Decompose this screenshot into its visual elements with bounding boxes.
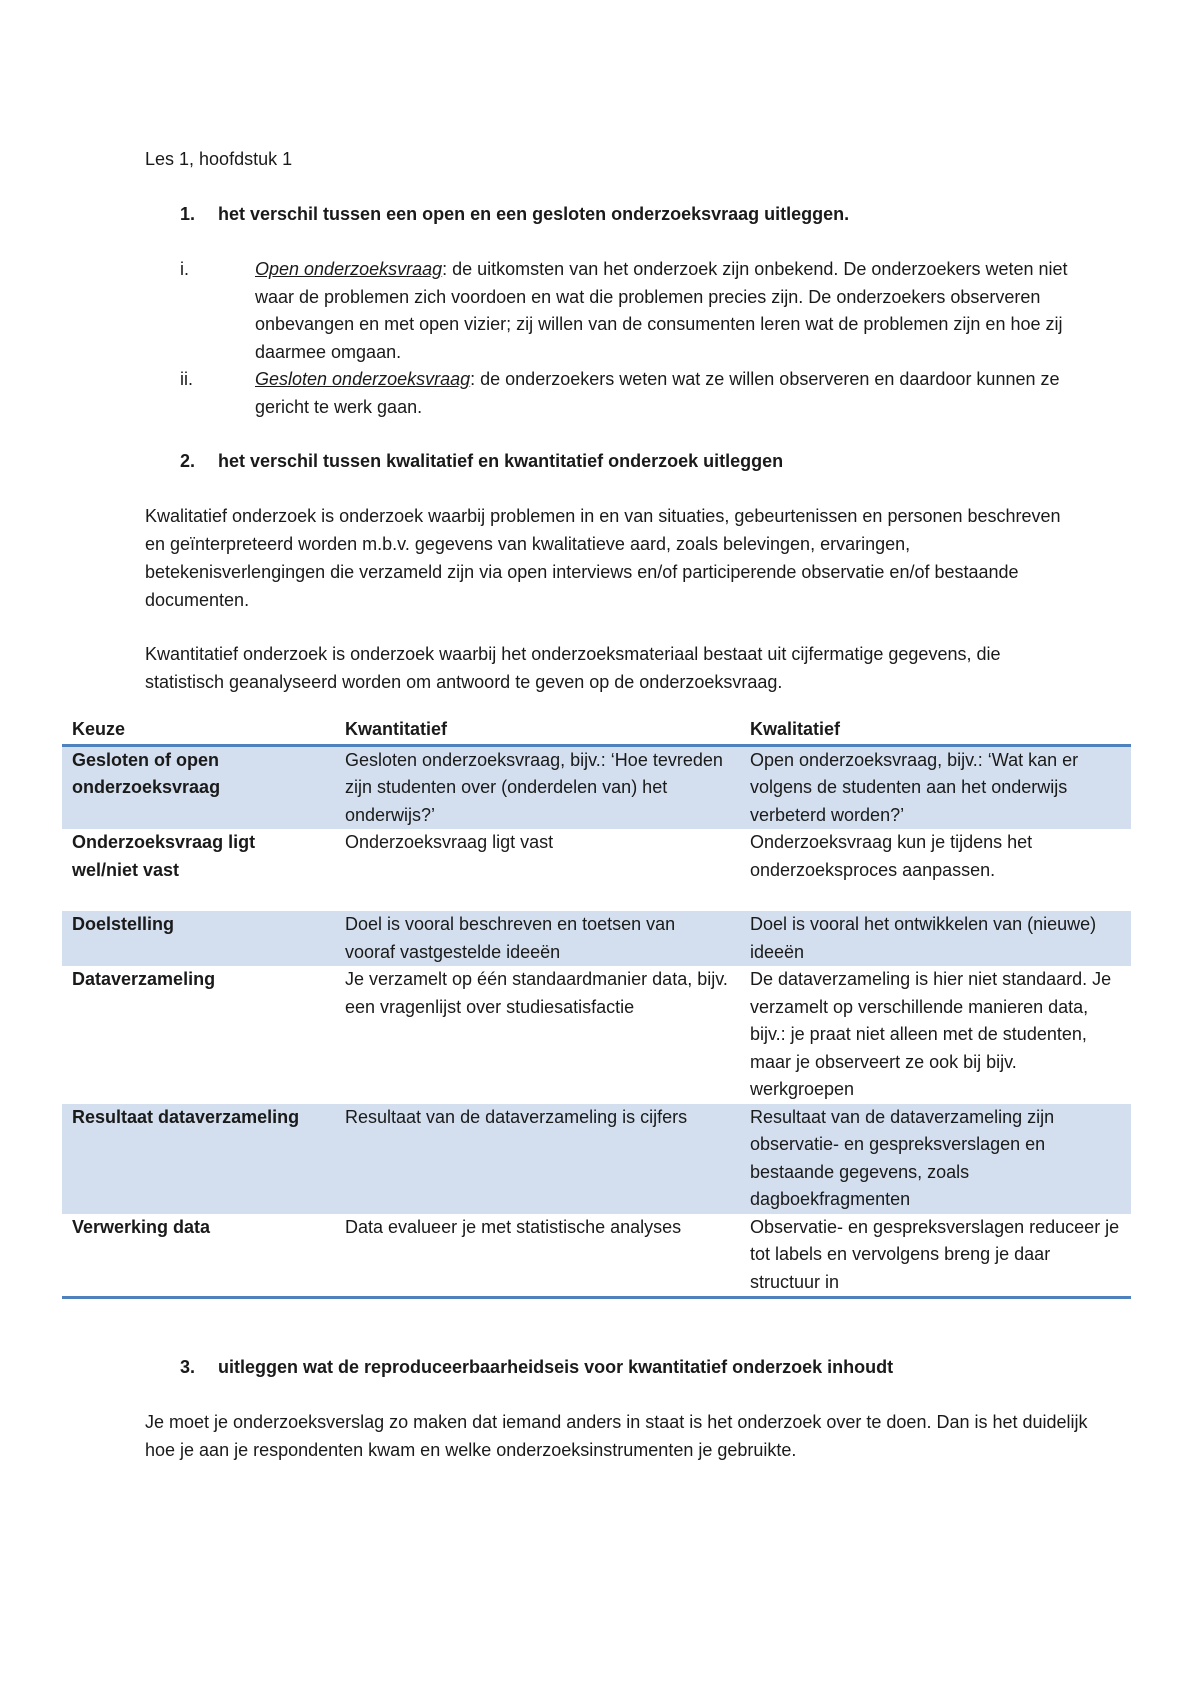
- table-cell: Data evalueer je met statistische analyses: [335, 1214, 740, 1298]
- table-cell: Gesloten onderzoeksvraag, bijv.: ‘Hoe tevreden zijn studenten over (onderdelen van) het onderwijs?’: [335, 745, 740, 829]
- list-item: [180, 366, 1080, 421]
- list-item: [180, 256, 1080, 366]
- question-2: [180, 447, 1110, 475]
- page-title: Les 1, hoofdstuk 1: [145, 149, 293, 169]
- term: Gesloten onderzoeksvraag: [255, 369, 471, 389]
- term: Open onderzoeksvraag: [255, 259, 443, 279]
- question-number: 1.: [180, 204, 196, 224]
- table-row: [62, 1214, 1131, 1298]
- table-cell: Resultaat van de dataverzameling zijn observatie- en gespreksverslagen en bestaande gegevens, zoals dagboekfragmenten: [740, 1104, 1131, 1214]
- table-row: [62, 1104, 1131, 1214]
- table-cell: Je verzamelt op één standaardmanier data, bijv. een vragenlijst over studiesatisfactie: [345, 969, 728, 1017]
- table-cell: Dataverzameling: [72, 969, 216, 989]
- table-cell: Onderzoeksvraag ligt wel/niet vast: [72, 832, 256, 880]
- table-cell: Doel is vooral beschreven en toetsen van vooraf vastgestelde ideeën: [335, 911, 740, 966]
- table-cell: Onderzoeksvraag kun je tijdens het onderzoeksproces aanpassen.: [750, 832, 1033, 880]
- question-text: uitleggen wat de reproduceerbaarheidseis voor kwantitatief onderzoek inhoudt: [218, 1357, 894, 1377]
- question-text: het verschil tussen een open en een gesloten onderzoeksvraag uitleggen.: [218, 204, 850, 224]
- question-1: [180, 200, 1110, 228]
- table-cell: Observatie- en gespreksverslagen reduceer je tot labels en vervolgens breng je daar structuur in: [740, 1214, 1131, 1298]
- list-marker: ii.: [180, 369, 193, 389]
- list-marker: i.: [180, 259, 189, 279]
- question-number: 2.: [180, 451, 196, 471]
- paragraph-kwalitatief: Kwalitatief onderzoek is onderzoek waarbij problemen in en van situaties, gebeurtenissen en personen beschreven en geïnterpreteerd worden m.b.v. gegevens van kwalitatieve aard, zoals belevingen, ervaringen, betekenisverlengingen die verzameld zijn via open interviews en/of participerende observatie en/of bestaande documenten.: [145, 506, 1061, 610]
- table-row: [62, 745, 1131, 829]
- column-header: Keuze: [62, 716, 335, 745]
- table-cell: De dataverzameling is hier niet standaard. Je verzamelt op verschillende manieren data, bijv.: je praat niet alleen met de studenten, maar je observeert ze ook bij bijv. werkgroepen: [750, 969, 1112, 1099]
- paragraph-kwantitatief: Kwantitatief onderzoek is onderzoek waarbij het onderzoeksmateriaal bestaat uit cijfermatige gegevens, die statistisch geanalyseerd worden om antwoord te geven op de onderzoeksvraag.: [145, 644, 1001, 692]
- table-cell: Resultaat van de dataverzameling is cijfers: [335, 1104, 740, 1214]
- column-header: Kwantitatief: [335, 716, 740, 745]
- comparison-table: [62, 716, 1131, 1299]
- question-number: 3.: [180, 1357, 196, 1377]
- question-text: het verschil tussen kwalitatief en kwantitatief onderzoek uitleggen: [218, 451, 784, 471]
- table-cell: Verwerking data: [62, 1214, 335, 1298]
- table-cell: Gesloten of open onderzoeksvraag: [62, 745, 335, 829]
- definition: : de onderzoekers weten wat ze willen observeren en daardoor kunnen ze gericht te werk gaan.: [255, 369, 1060, 417]
- table-row: [62, 911, 1131, 966]
- table-row: [62, 829, 1131, 911]
- paragraph-reproduceerbaarheid: Je moet je onderzoeksverslag zo maken dat iemand anders in staat is het onderzoek over te doen. Dan is het duidelijk hoe je aan je respondenten kwam en welke onderzoeksinstrumenten je gebruikte.: [145, 1412, 1088, 1460]
- table-cell: Doel is vooral het ontwikkelen van (nieuwe) ideeën: [740, 911, 1131, 966]
- column-header: Kwalitatief: [740, 716, 1131, 745]
- table-cell: Open onderzoeksvraag, bijv.: ‘Wat kan er volgens de studenten aan het onderwijs verbeterd worden?’: [740, 745, 1131, 829]
- table-row: [62, 966, 1131, 1104]
- table-cell: Doelstelling: [62, 911, 335, 966]
- table-cell: Onderzoeksvraag ligt vast: [345, 832, 554, 852]
- definition: : de uitkomsten van het onderzoek zijn onbekend. De onderzoekers weten niet waar de problemen zich voordoen en wat die problemen precies zijn. De onderzoekers observeren onbevangen en met open vizier; zij willen van de consumenten leren wat de problemen zijn en hoe zij daarmee omgaan.: [255, 259, 1068, 362]
- table-cell: Resultaat dataverzameling: [62, 1104, 335, 1214]
- table-header-row: [62, 716, 1131, 745]
- question-3: [180, 1353, 1110, 1381]
